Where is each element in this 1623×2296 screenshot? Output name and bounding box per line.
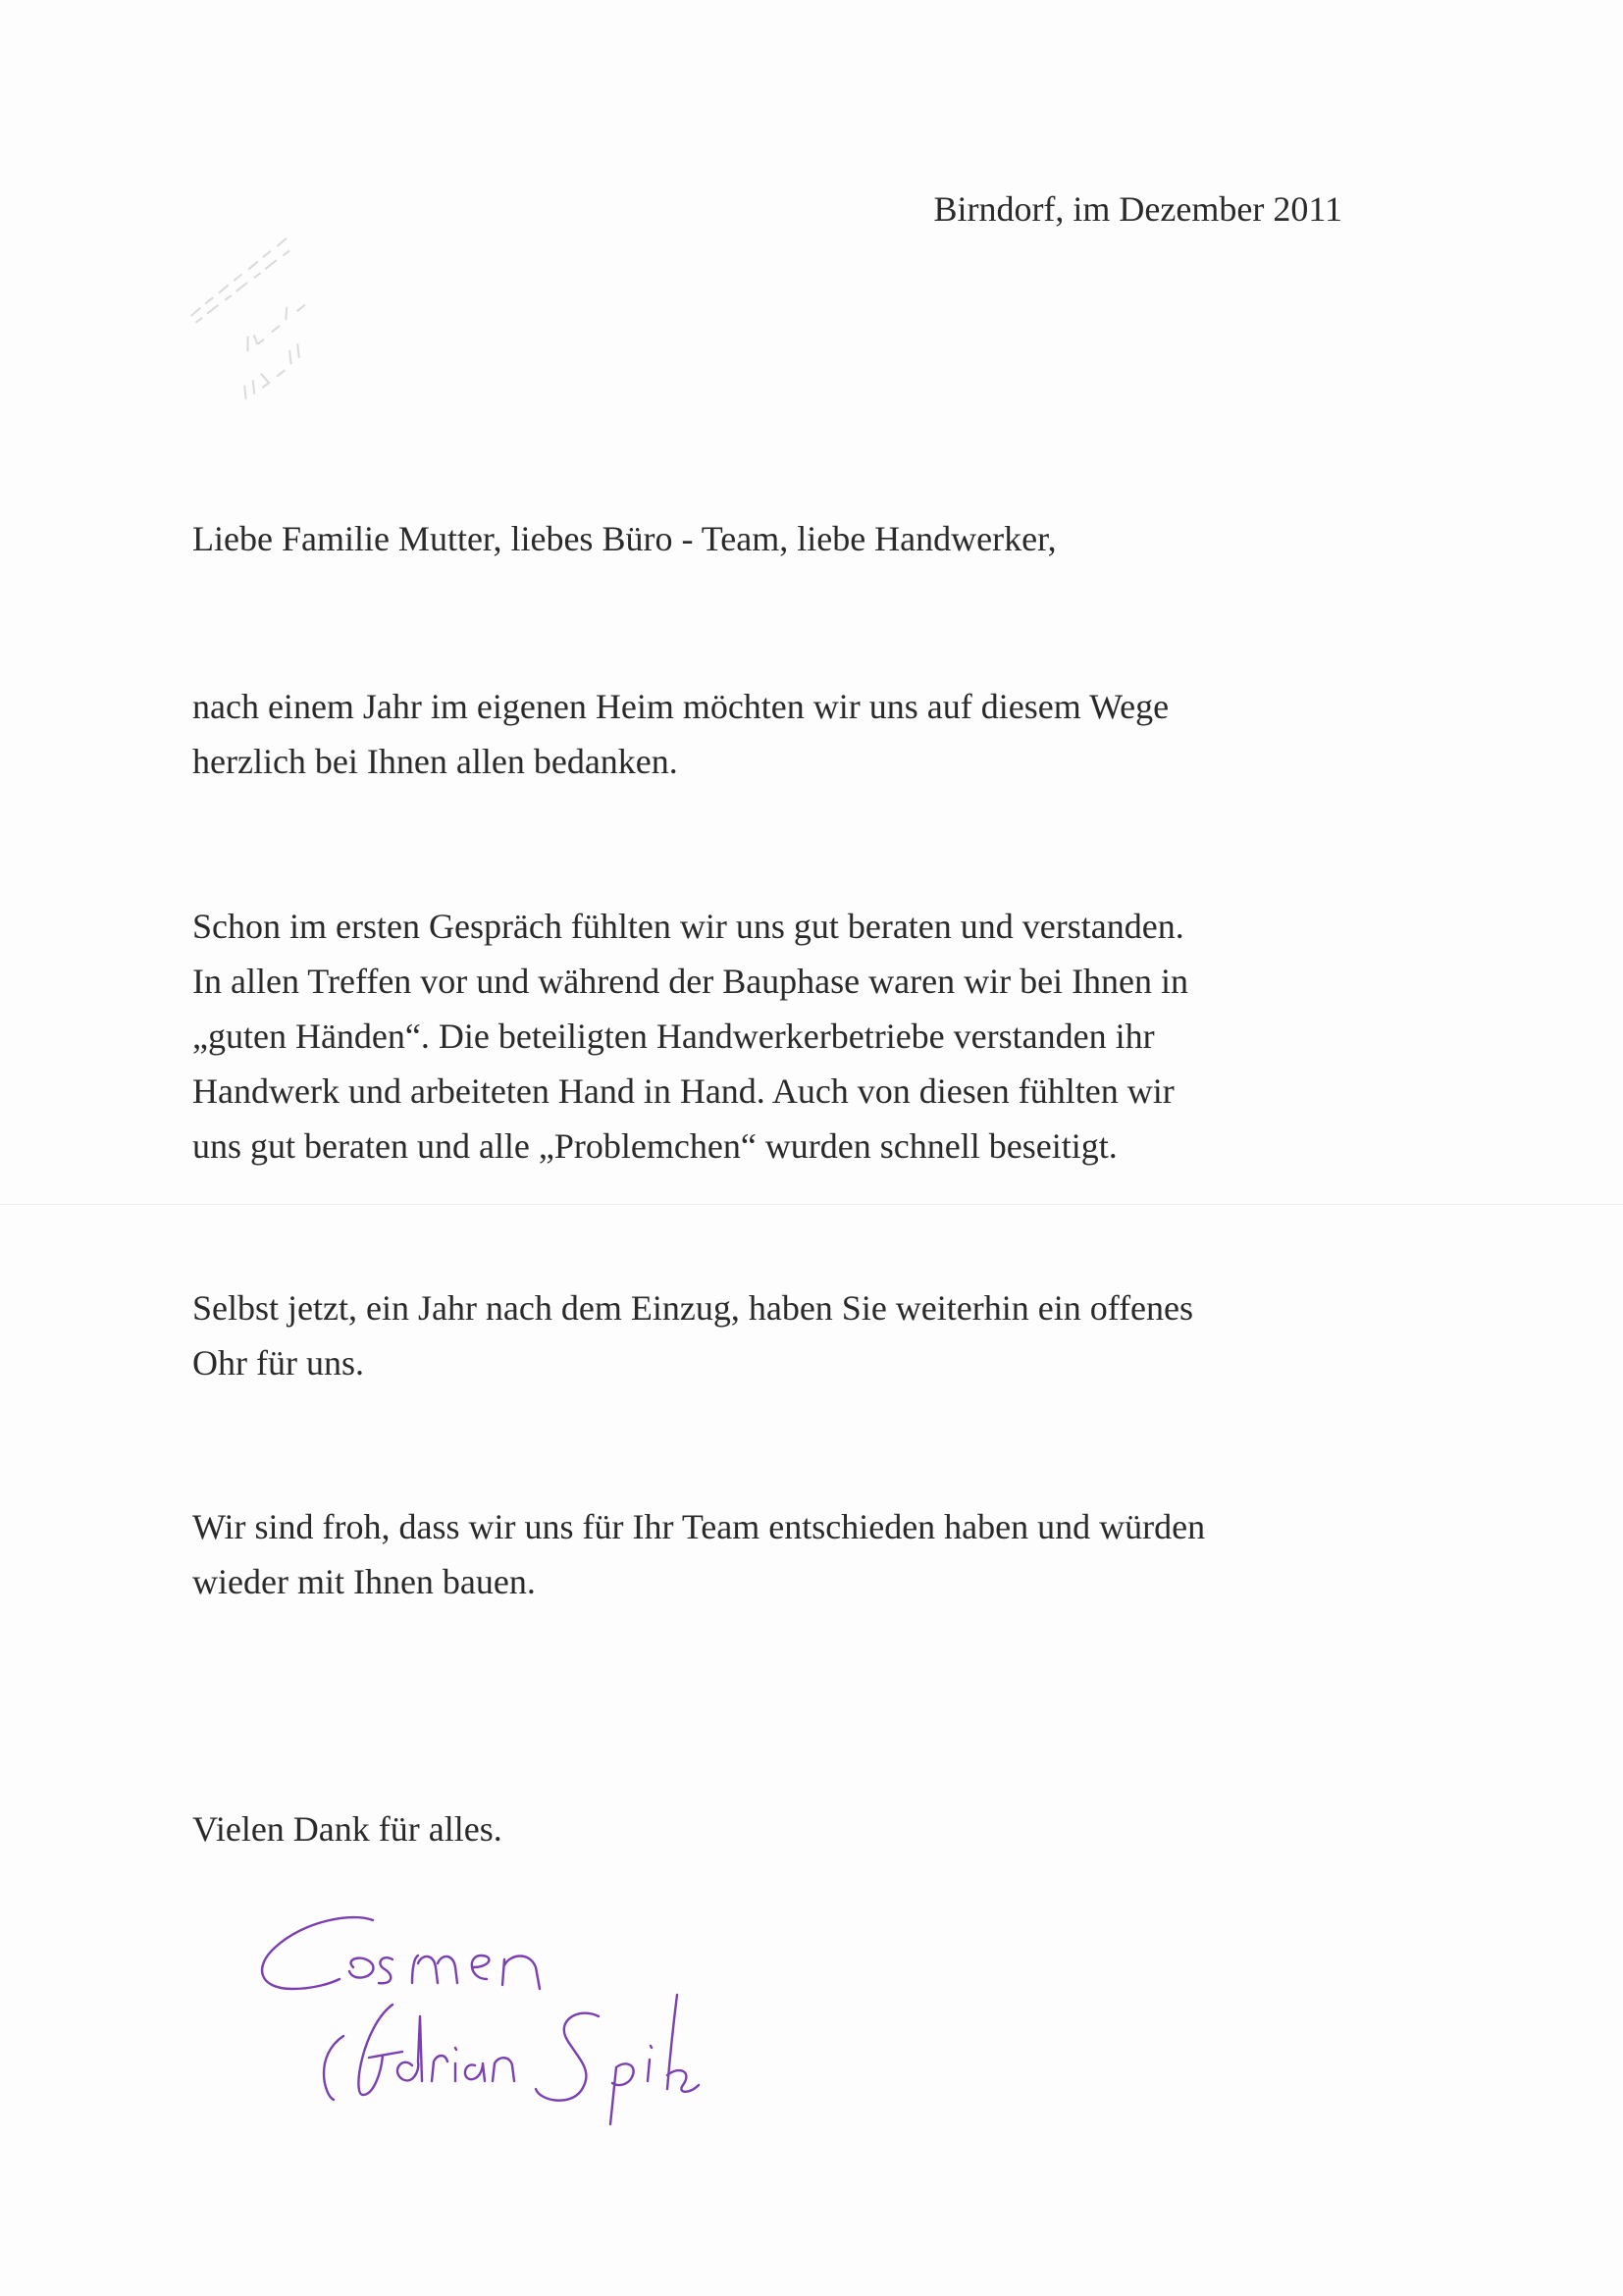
text-line: Selbst jetzt, ein Jahr nach dem Einzug, haben Sie weiterhin ein offenes	[192, 1288, 1194, 1328]
scan-fold-line	[0, 1204, 1623, 1205]
paragraph-recommendation	[192, 1499, 1468, 1609]
text-line: uns gut beraten und alle „Problemchen“ wurden schnell beseitigt.	[192, 1126, 1118, 1166]
paragraph-consultation	[192, 899, 1468, 1174]
text-line: nach einem Jahr im eigenen Heim möchten wir uns auf diesem Wege	[192, 687, 1170, 726]
text-line: Wir sind froh, dass wir uns für Ihr Team entschieden haben und würden	[192, 1507, 1206, 1546]
handwritten-signatures	[245, 1899, 854, 2154]
salutation: Liebe Familie Mutter, liebes Büro - Team, liebe Handwerker,	[192, 519, 1057, 558]
text-line: herzlich bei Ihnen allen bedanken.	[192, 742, 678, 781]
text-line: Handwerk und arbeiteten Hand in Hand. Auch von diesen fühlten wir	[192, 1071, 1175, 1111]
paragraph-thanks	[192, 679, 1468, 789]
text-line: Schon im ersten Gespräch fühlten wir uns gut beraten und verstanden.	[192, 907, 1184, 946]
received-stamp	[158, 206, 421, 442]
closing-line	[192, 1801, 1468, 1856]
date-line: Birndorf, im Dezember 2011	[933, 189, 1342, 229]
text-line: In allen Treffen vor und während der Bauphase waren wir bei Ihnen in	[192, 962, 1189, 1001]
text-line: Vielen Dank für alles.	[192, 1809, 502, 1849]
text-line: wieder mit Ihnen bauen.	[192, 1562, 536, 1601]
text-line: Ohr für uns.	[192, 1343, 364, 1383]
text-line: „guten Händen“. Die beteiligten Handwerkerbetriebe verstanden ihr	[192, 1017, 1155, 1056]
paragraph-ongoing-support	[192, 1280, 1468, 1390]
signature-adrian-spiel	[324, 2036, 343, 2100]
